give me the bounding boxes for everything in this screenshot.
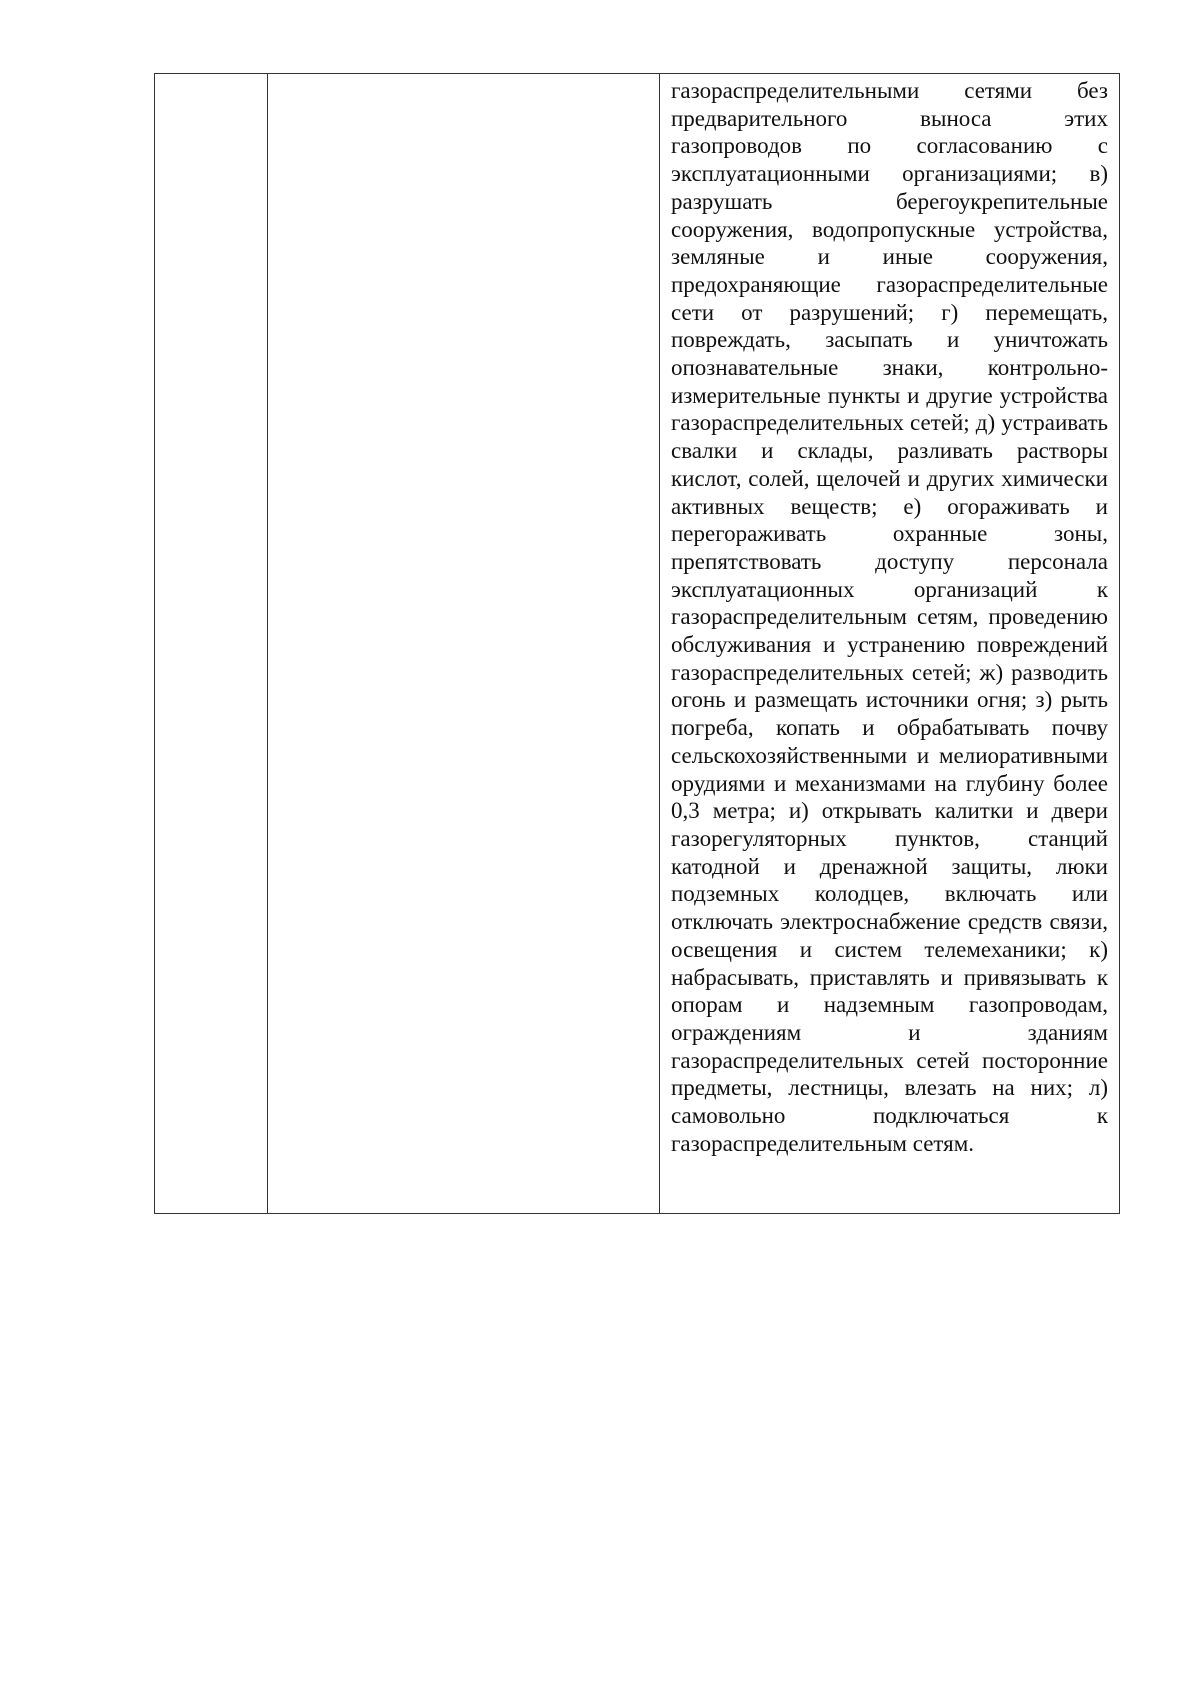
document-table [154, 73, 1120, 1214]
table-cell-3 [659, 74, 1119, 1213]
restrictions-paragraph: газораспределительными сетями без предварительного выноса этих газопроводов по согласованию с эксплуатационными организациями; в) разрушать берегоукрепительные сооружения, водопропускные устройства, земляные и иные сооружения, предохраняющие газораспределительные сети от разрушений; г) перемещать, повреждать, засыпать и уничтожать опознавательные знаки, контрольно-измерительные пункты и другие устройства газораспределительных сетей; д) устраивать свалки и склады, разливать растворы кислот, солей, щелочей и других химически активных веществ; е) огораживать и перегораживать охранные зоны, препятствовать доступу персонала эксплуатационных организаций к газораспределительным сетям, проведению обслуживания и устранению повреждений газораспределительных сетей; ж) разводить огонь и размещать источники огня; з) рыть погреба, копать и обрабатывать почву сельскохозяйственными и мелиоративными орудиями и механизмами на глубину более 0,3 метра; и) открывать калитки и двери газорегуляторных пунктов, станций катодной и дренажной защиты, люки подземных колодцев, включать или отключать электроснабжение средств связи, освещения и систем телемеханики; к) набрасывать, приставлять и привязывать к опорам и надземным газопроводам, ограждениям и зданиям газораспределительных сетей посторонние предметы, лестницы, влезать на них; л) самовольно подключаться к газораспределительным сетям. [671, 78, 1108, 1156]
table-cell-1 [155, 74, 267, 1213]
table-cell-2 [267, 74, 659, 1213]
